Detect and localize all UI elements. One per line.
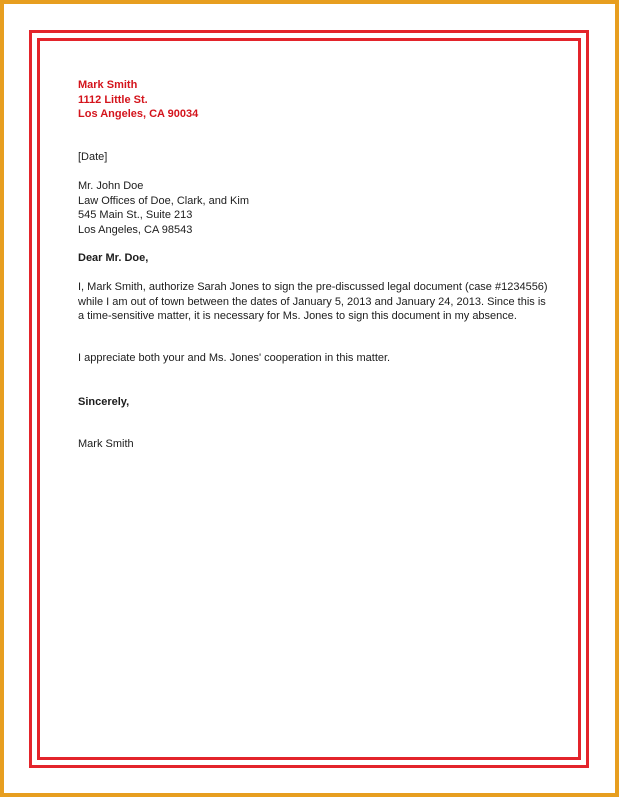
recipient-company: Law Offices of Doe, Clark, and Kim: [78, 194, 249, 207]
sender-city-state-zip: Los Angeles, CA 90034: [78, 108, 199, 120]
recipient-street: 545 Main St., Suite 213: [78, 209, 193, 221]
recipient-city-state-zip: Los Angeles, CA 98543: [78, 223, 193, 236]
salutation: Dear Mr. Doe,: [78, 252, 149, 264]
closing: Sincerely,: [78, 396, 130, 408]
date-line: [78, 150, 548, 165]
body-paragraph-2: I appreciate both your and Ms. Jones' cooperation in this matter.: [78, 352, 391, 364]
sender-street: 1112 Little St.: [78, 93, 148, 106]
body-paragraph-1: I, Mark Smith, authorize Sarah Jones to sign the pre-discussed legal document (case #1234556) while I am out of town between the dates of January 5, 2013 and January 24, 2013. Since this is a time-sensitive matter, it is necessary for Ms. Jones to sign this document in my absence.: [78, 281, 548, 322]
recipient-address-block: [78, 179, 548, 237]
sender-name: Mark Smith: [78, 79, 138, 91]
date-placeholder: [Date]: [78, 151, 108, 163]
sender-address-block: [78, 78, 198, 122]
signature-name: Mark Smith: [78, 438, 134, 450]
recipient-name: Mr. John Doe: [78, 180, 144, 192]
